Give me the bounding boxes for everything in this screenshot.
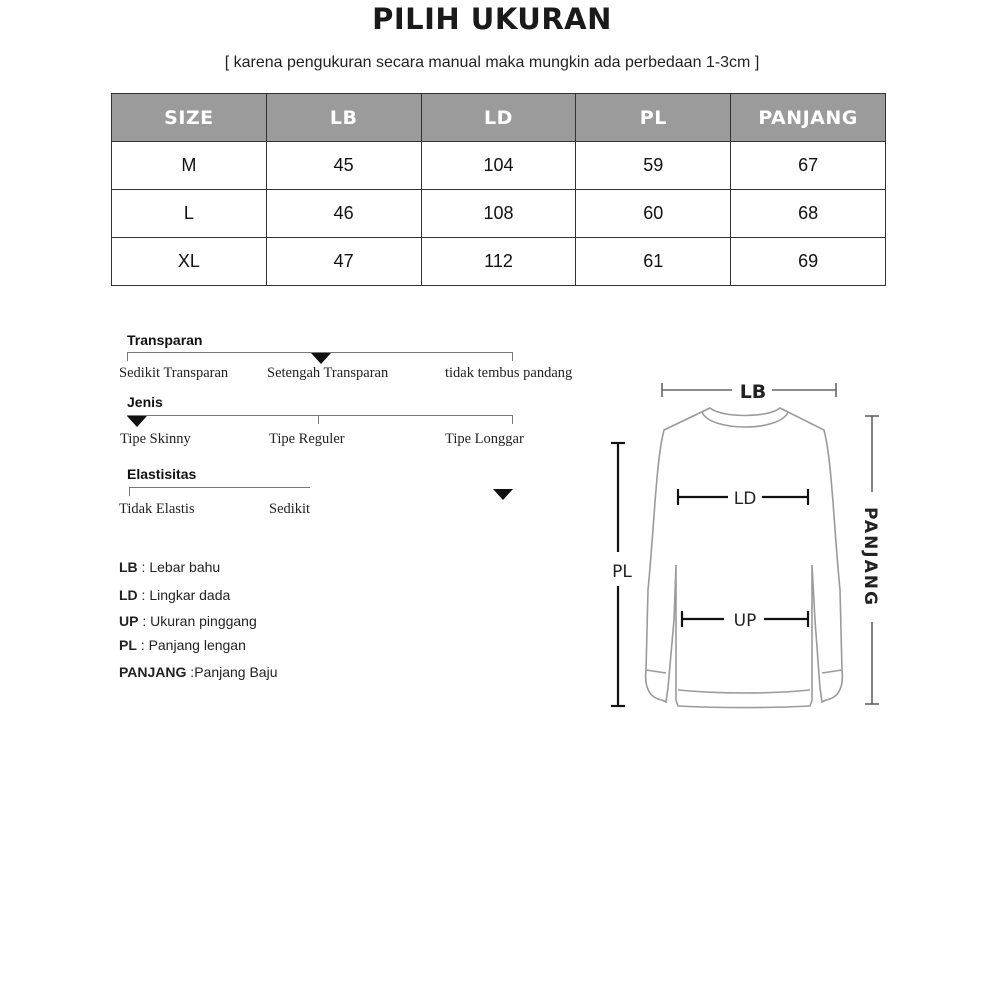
table-cell: 59 xyxy=(576,142,731,190)
table-cell: 104 xyxy=(421,142,576,190)
legend-item: PL : Panjang lengan xyxy=(119,637,246,653)
legend-item: UP : Ukuran pinggang xyxy=(119,613,257,629)
page-title: PILIH UKURAN xyxy=(372,2,612,36)
jenis-option-longgar: Tipe Longgar xyxy=(445,431,524,447)
shirt-measurement-diagram xyxy=(600,370,890,715)
scale-tick xyxy=(129,487,130,496)
header-panjang: PANJANG xyxy=(731,94,886,142)
header-size: SIZE xyxy=(112,94,267,142)
ld-label: LD xyxy=(733,489,757,509)
jenis-selected-marker xyxy=(127,416,147,427)
measurement-note: [ karena pengukuran secara manual maka mungkin ada perbedaan 1-3cm ] xyxy=(224,54,760,71)
scale-tick xyxy=(318,415,319,424)
table-cell: M xyxy=(112,142,267,190)
transparan-option-tidak-tembus: tidak tembus pandang xyxy=(445,365,573,381)
table-cell: 112 xyxy=(421,238,576,286)
size-table xyxy=(111,93,886,286)
jenis-scale-line xyxy=(127,415,513,416)
transparan-option-sedikit: Sedikit Transparan xyxy=(119,365,229,381)
elastisitas-scale-line xyxy=(129,487,310,488)
legend-item: LD : Lingkar dada xyxy=(119,587,231,603)
table-row xyxy=(112,238,886,286)
legend-item: LB : Lebar bahu xyxy=(119,559,221,575)
table-cell: L xyxy=(112,190,267,238)
table-cell: 68 xyxy=(731,190,886,238)
table-cell: 108 xyxy=(421,190,576,238)
scale-tick xyxy=(512,415,513,424)
lb-label: LB xyxy=(739,381,767,403)
table-header-row xyxy=(112,94,886,142)
table-cell: 67 xyxy=(731,142,886,190)
pl-label: PL xyxy=(612,562,632,582)
table-cell: 46 xyxy=(266,190,421,238)
jenis-option-reguler: Tipe Reguler xyxy=(269,431,345,447)
table-cell: XL xyxy=(112,238,267,286)
elastisitas-selected-marker xyxy=(493,489,513,500)
scale-tick xyxy=(127,352,128,361)
header-pl: PL xyxy=(576,94,731,142)
scale-tick xyxy=(512,352,513,361)
table-row xyxy=(112,142,886,190)
table-row xyxy=(112,190,886,238)
jenis-label: Jenis xyxy=(127,394,163,410)
panjang-label: PANJANG xyxy=(860,507,880,607)
shirt-outline xyxy=(646,408,843,708)
jenis-option-skinny: Tipe Skinny xyxy=(120,431,191,447)
transparan-selected-marker xyxy=(311,353,331,364)
legend-item: PANJANG :Panjang Baju xyxy=(119,664,278,680)
transparan-label: Transparan xyxy=(127,332,203,348)
table-cell: 69 xyxy=(731,238,886,286)
table-cell: 60 xyxy=(576,190,731,238)
elastisitas-option-tidak-elastis: Tidak Elastis xyxy=(119,501,195,517)
header-ld: LD xyxy=(421,94,576,142)
transparan-option-setengah: Setengah Transparan xyxy=(267,365,389,381)
elastisitas-option-sedikit: Sedikit xyxy=(269,501,311,517)
table-cell: 45 xyxy=(266,142,421,190)
elastisitas-label: Elastisitas xyxy=(127,466,197,482)
table-cell: 47 xyxy=(266,238,421,286)
up-label: UP xyxy=(733,611,757,631)
header-lb: LB xyxy=(266,94,421,142)
table-cell: 61 xyxy=(576,238,731,286)
